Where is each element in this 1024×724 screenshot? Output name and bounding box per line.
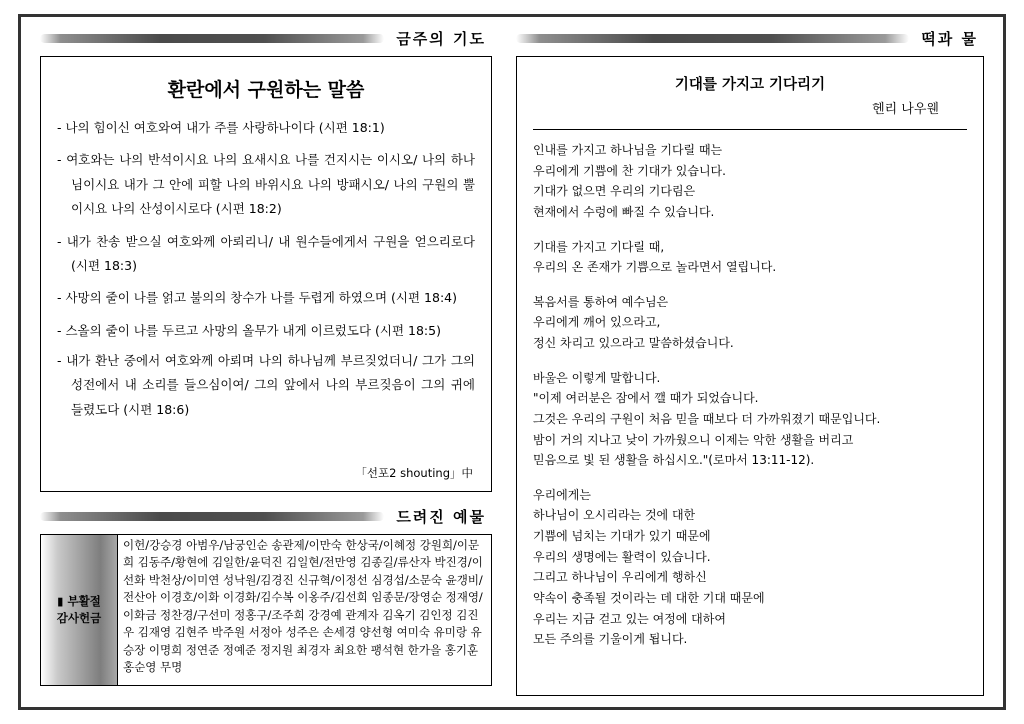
right-column: [516, 28, 984, 696]
offering-label-line2: 감사헌금: [56, 611, 102, 625]
meditation-paragraph: [533, 292, 967, 354]
page-content: [40, 28, 984, 696]
offering-box: [40, 534, 492, 686]
prayer-verse: - 내가 찬송 받으실 여호와께 아뢰리니/ 내 원수들에게서 구원을 얻으리로다 (시편 18:3): [57, 233, 475, 273]
meditation-line: 인내를 가지고 하나님을 기다릴 때는: [533, 143, 723, 157]
meditation-line: 정신 차리고 있으라고 말씀하셨습니다.: [533, 336, 734, 350]
meditation-author: 헨리 나우웬: [872, 102, 939, 117]
prayer-verse: - 여호와는 나의 반석이시요 나의 요새시요 나를 건지시는 이시오/ 나의 하나님이시요 내가 그 안에 피할 나의 바위시요 나의 방패시오/ 나의 구원의 뿔이시요 나의 산성이시로다 (시편 18:2): [57, 152, 475, 217]
meditation-line: 복음서를 통하여 예수님은: [533, 294, 669, 309]
meditation-paragraph: [533, 368, 967, 471]
meditation-line: 믿음으로 빛 된 생활을 하십시오."(로마서 13:11-12).: [533, 453, 815, 468]
left-column: [40, 28, 492, 696]
offering-section-header: [40, 506, 492, 526]
meditation-line: "이제 여러분은 잠에서 깰 때가 되었습니다.: [533, 391, 759, 406]
decorative-bar-icon: [516, 34, 909, 43]
meditation-line: 우리의 생명에는 활력이 있습니다.: [533, 549, 711, 564]
prayer-title: 환란에서 구원하는 말씀: [167, 79, 365, 101]
meditation-line: 우리의 온 존재가 기쁨으로 놀라면서 열립니다.: [533, 260, 777, 275]
meditation-paragraph: [533, 485, 967, 650]
bread-section-title: 떡과 물: [921, 29, 978, 48]
meditation-paragraph: [533, 237, 967, 278]
meditation-line: 하나님이 오시리라는 것에 대한: [533, 508, 696, 523]
prayer-source: 「선포2 shouting」中: [355, 466, 473, 480]
meditation-paragraph: [533, 140, 967, 223]
meditation-line: 모든 주의를 기울이게 됩니다.: [533, 632, 688, 647]
meditation-line: 밤이 거의 지나고 낮이 가까웠으니 이제는 악한 생활을 버리고: [533, 432, 854, 447]
meditation-line: 기대가 없으면 우리의 기다림은: [533, 184, 696, 199]
offering-label-line1: ▮ 부활절: [57, 593, 101, 608]
meditation-line: 약속이 충족될 것이라는 데 대한 기대 때문에: [533, 590, 765, 605]
meditation-line: 우리에게 깨어 있으라고,: [533, 315, 661, 330]
meditation-line: 기쁨에 넘치는 기대가 있기 때문에: [533, 529, 711, 543]
prayer-section-title: 금주의 기도: [396, 29, 486, 48]
meditation-body: [533, 140, 967, 650]
offering-names-list: 이헌/강승경 아범우/남궁인순 송관제/이만숙 한상국/이혜정 강원희/이문희 김동주/황현에 김일한/윤덕진 김일현/전만영 김종길/류산자 박진경/이선화 박천상/이미연 성낙원/김경진 신규혁/이정선 심경섭/소문숙 윤갱비/전산아 이경호/이화 이경화/김수복 이옹주/김선희 임종문/장영순 정재영/이화금 정찬경/구선미 정홍구/조주희 강경예 관계자 김옥기 김인정 김진우 김재영 김현주 박주원 서정아 성주은 손세경 양선형 여미숙 유미랑 유승장 이명희 정연준 정예준 정지원 최경자 최요한 팽석현 한가을 홍기훈 홍순영 무명: [123, 538, 483, 675]
prayer-verse: - 내가 환난 중에서 여호와께 아뢰며 나의 하나님께 부르짖었더니/ 그가 그의 성전에서 내 소리를 들으심이여/ 그의 앞에서 나의 부르짖음이 그의 귀에 들렸도다 (시편 18:6): [57, 353, 475, 417]
meditation-line: 우리에게 기쁨에 찬 기대가 있습니다.: [533, 163, 726, 178]
meditation-box: [516, 56, 984, 696]
bread-section-header: [516, 28, 984, 48]
meditation-line: 그리고 하나님이 우리에게 행하신: [533, 570, 707, 585]
meditation-divider: [533, 129, 967, 130]
meditation-line: 우리는 지금 걷고 있는 여정에 대하여: [533, 611, 726, 626]
prayer-box: [40, 56, 492, 492]
prayer-verse: - 나의 힘이신 여호와여 내가 주를 사랑하나이다 (시편 18:1): [57, 120, 385, 135]
meditation-title: 기대를 가지고 기다리기: [674, 77, 826, 93]
prayer-verse: - 스올의 줄이 나를 두르고 사망의 올무가 내게 이르렀도다 (시편 18:5): [57, 322, 441, 338]
offering-section-title: 드려진 예물: [396, 507, 486, 526]
offering-category-label: [41, 535, 118, 685]
meditation-line: 기대를 가지고 기다릴 때,: [533, 239, 665, 254]
decorative-bar-icon: [40, 34, 384, 43]
prayer-verse: - 사망의 줄이 나를 얽고 불의의 창수가 나를 두렵게 하였으며 (시편 18:4): [57, 290, 457, 306]
meditation-line: 현재에서 수렁에 빠질 수 있습니다.: [533, 204, 715, 219]
meditation-line: 바울은 이렇게 말합니다.: [533, 370, 661, 385]
meditation-line: 그것은 우리의 구원이 처음 믿을 때보다 더 가까워졌기 때문입니다.: [533, 411, 881, 426]
decorative-bar-icon: [40, 512, 384, 521]
meditation-line: 우리에게는: [533, 487, 591, 502]
prayer-section-header: [40, 28, 492, 48]
